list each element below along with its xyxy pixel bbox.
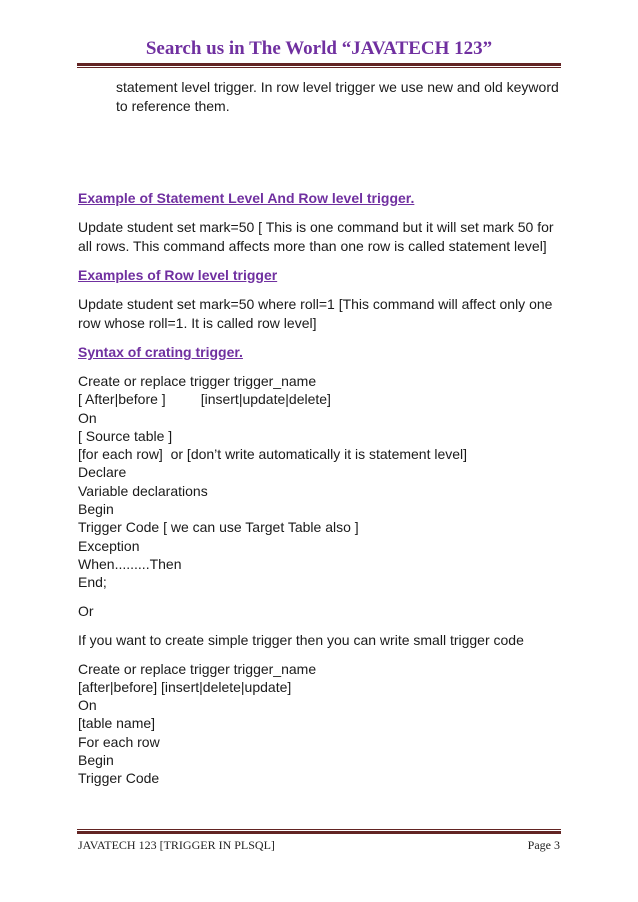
- trigger-syntax-block: [78, 372, 562, 592]
- syntax-line: On: [78, 409, 97, 426]
- statement-level-paragraph: Update student set mark=50 [ This is one command but it will set mark 50 for all rows. This command affects more than one row is called statement level]: [78, 219, 554, 254]
- row-level-paragraph: Update student set mark=50 where roll=1 [This command will affect only one row whose roll=1. It is called row level]: [78, 296, 553, 331]
- syntax-line: End;: [78, 574, 107, 591]
- heading-statement-row-example: Example of Statement Level And Row level trigger.: [78, 190, 415, 206]
- page-content: [78, 78, 562, 798]
- syntax-line: Trigger Code [ we can use Target Table also ]: [78, 519, 359, 536]
- footer-rule-thin: [77, 829, 561, 830]
- syntax-line: Declare: [78, 464, 127, 481]
- syntax-line: Begin: [78, 501, 114, 518]
- footer-doc-title: JAVATECH 123 [TRIGGER IN PLSQL]: [78, 838, 275, 852]
- syntax-line: Exception: [78, 537, 140, 554]
- heading-row-level-examples: Examples of Row level trigger: [78, 267, 278, 283]
- spacer: [78, 126, 562, 189]
- footer-rule-thick: [77, 831, 561, 834]
- simple-trigger-intro: If you want to create simple trigger then you can write small trigger code: [78, 631, 524, 648]
- syntax-line: For each row: [78, 733, 160, 750]
- syntax-line: On: [78, 697, 97, 714]
- header-rule-thick: [77, 63, 561, 66]
- syntax-line: Begin: [78, 752, 114, 769]
- syntax-line: [table name]: [78, 715, 156, 732]
- syntax-line: [after|before] [insert|delete|update]: [78, 678, 292, 695]
- syntax-line: When.........Then: [78, 555, 182, 572]
- syntax-line: [for each row] or [don’t write automatically it is statement level]: [78, 446, 468, 463]
- syntax-line: Create or replace trigger trigger_name: [78, 373, 317, 389]
- syntax-line: Create or replace trigger trigger_name: [78, 660, 317, 677]
- heading-syntax: Syntax of crating trigger.: [78, 344, 243, 360]
- syntax-line: [ Source table ]: [78, 427, 173, 444]
- intro-paragraph: statement level trigger. In row level trigger we use new and old keyword to reference them.: [116, 79, 559, 114]
- page-header-title: Search us in The World “JAVATECH 123”: [145, 38, 493, 59]
- simple-trigger-syntax-block: [78, 660, 562, 788]
- footer-page-number: Page 3: [527, 838, 560, 852]
- syntax-line: [ After|before ] [insert|update|delete]: [78, 391, 331, 408]
- header-rule-thin: [77, 67, 561, 68]
- syntax-line: Variable declarations: [78, 482, 208, 499]
- or-text: Or: [78, 602, 94, 619]
- syntax-line: Trigger Code: [78, 770, 160, 787]
